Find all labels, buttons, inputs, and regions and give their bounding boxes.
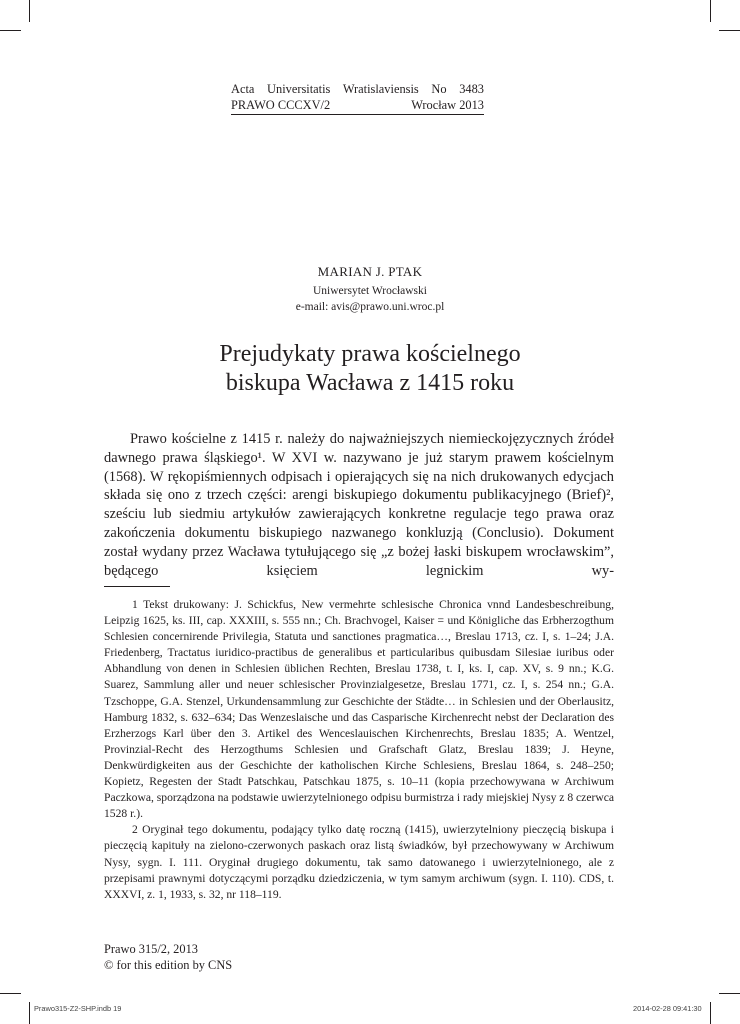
author-email: e-mail: avis@prawo.uni.wroc.pl: [295, 301, 445, 313]
copyright-issue: Prawo 315/2, 2013: [104, 942, 198, 956]
copyright-notice: © for this edition by CNS: [104, 958, 233, 972]
crop-mark-top-right: [710, 0, 711, 22]
journal-name: Acta Universitatis Wratislaviensis No 3483: [231, 82, 484, 96]
body-paragraph: Prawo kościelne z 1415 r. należy do najważniejszych niemieckojęzycznych źródeł dawnego prawa śląskiego¹. W XVI w. nazywano je już starym prawem kościelnym (1568). W rękopiśmiennych odpisach i opierających się na nich drukowanych edycjach składa się ono z trzech części: arengi biskupiego dokumentu publikacyjnego (Brief)², sześciu lub siedmiu artykułów zawierających konkretne regulacje tego prawa oraz zakończenia dokumentu biskupiego nazwanego konkluzją (Conclusio). Dokument został wydany przez Wacława tytułującego się „z bożej łaski biskupem wrocławskim”, będącego księciem legnickim wy-: [104, 431, 614, 579]
crop-mark-top-right: [719, 30, 740, 31]
header-rule: [231, 114, 484, 115]
article-title-line-1: Prejudykaty prawa kościelnego: [219, 341, 521, 367]
copyright-block: [104, 941, 232, 973]
article-title-line-2: biskupa Wacława z 1415 roku: [225, 370, 515, 396]
print-slug-timestamp: 2014-02-28 09:41:30: [633, 1004, 702, 1013]
footnote-2: 2 Oryginał tego dokumentu, podający tylko datę roczną (1415), uwierzytelniony pieczęcią biskupa i pieczęcią kapituły na zielono-czerwonych paskach oraz listą świadków, był przechowywany w Archiwum Nysy, sygn. I. 111. Oryginał drugiego dokumentu, tak samo datowanego i uwierzytelnionego, ale z przepisami prawnymi dotyczącymi porządku dziedziczenia, w tym samym archiwum (sygn. I. 110). CDS, t. XXXVI, z. 1, 1933, s. 32, nr 118–119.: [104, 823, 614, 901]
footnote-separator: [104, 586, 170, 587]
footnotes: [104, 597, 614, 903]
author-affiliation: Uniwersytet Wrocławski: [313, 285, 427, 297]
body-text: [104, 430, 614, 580]
print-slug-file: Prawo315-Z2-SHP.indb 19: [34, 1004, 122, 1013]
crop-mark-bottom-left: [29, 1002, 30, 1024]
crop-mark-bottom-left: [0, 993, 21, 994]
journal-header: [231, 81, 484, 113]
article-title: [0, 340, 740, 398]
journal-series: PRAWO CCCXV/2: [231, 98, 331, 112]
crop-mark-top-left: [0, 30, 21, 31]
crop-mark-bottom-right: [719, 993, 740, 994]
crop-mark-bottom-right: [710, 1002, 711, 1024]
author-name: MARIAN J. PTAK: [317, 264, 423, 279]
crop-mark-top-left: [29, 0, 30, 22]
journal-place-year: Wrocław 2013: [411, 98, 484, 112]
journal-series-row: [231, 97, 484, 113]
footnote-1: 1 Tekst drukowany: J. Schickfus, New vermehrte schlesische Chronica vnnd Landesbeschreibung, Leipzig 1625, ks. III, cap. XXXIII, s. 555 nn.; Ch. Brachvogel, Kaiser = und Königliche das Erbherzogthum Schlesien concernirende Privilegia, Statuta und sanctiones pragmatica…, Breslau 1713, cz. I, s. 1–24; J.A. Friedenberg, Tractatus iuridico-practibus de generalibus et particularibus quibusdam Silesiae iuribus oder Abhandlung von denen in Schlesien üblichen Rechten, Breslau 1738, t. I, ks. I, cap. XV, s. 9 nn.; K.G. Suarez, Sammlung aller und neuer schlesischer Provinzialgesetze, Breslau 1771, cz. I, s. 254 nn.; G.A. Tzschoppe, G.A. Stenzel, Urkundensammlung zur Geschichte der Städte… in Schlesien und der Oberlausitz, Hamburg 1832, s. 632–634; Das Wenzeslaische und das Casparische Kirchenrecht nebst der Declaration des Erzherzogs Karl über den 3. Artikel des Wenceslauischen Kirchenrechts, Breslau 1835; A. Wentzel, Provinzial-Recht des Herzogthums Schlesien und Grafschaft Glatz, Breslau 1839; J. Heyne, Denkwürdigkeiten aus der Geschichte der katholischen Kirche Schlesiens, Breslau 1864, s. 248–250; Kopietz, Regesten der Stadt Patschkau, Patschkau 1875, s. 10–11 (kopia przechowywana w Archiwum Paczkowa, sporządzona na podstawie uwierzytelnionego odpisu burmistrza i rady miejskiej Nysy z 8 czerwca 1528 r.).: [104, 598, 614, 821]
